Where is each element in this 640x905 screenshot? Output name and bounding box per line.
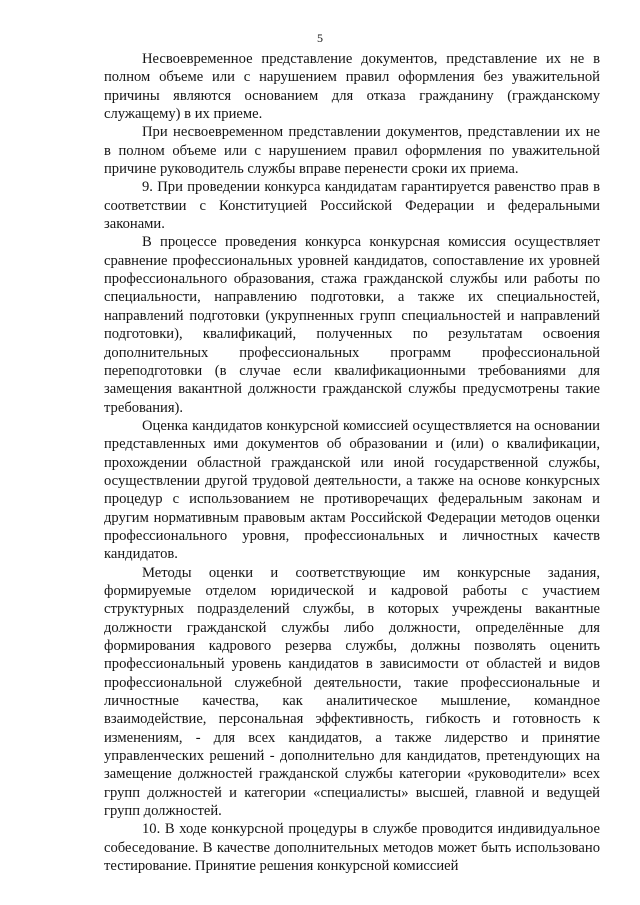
page-number: 5 — [317, 31, 323, 45]
document-body — [104, 50, 600, 875]
paragraph-item-10-interview: 10. В ходе конкурсной процедуры в службе проводится индивидуальное собеседование. В качестве дополнительных методов может быть использовано тестирование. Принятие решения конкурсной комиссией — [104, 821, 600, 875]
paragraph-documents-late-refusal: Несвоевременное представление документов, представление их не в полном объеме или с нарушением правил оформления без уважительной причины являются основанием для отказа гражданину (гражданскому служащему) в их приеме. — [104, 51, 600, 123]
paragraph-item-9-equality: 9. При проведении конкурса кандидатам гарантируется равенство прав в соответствии с Конституцией Российской Федерации и федеральными законами. — [104, 179, 600, 233]
paragraph-evaluation-of-candidates: Оценка кандидатов конкурсной комиссией осуществляется на основании представленных ими документов об образовании и (или) о квалификации, прохождении областной гражданской или иной государственной службы, осуществлении другой трудовой деятельности, а также на основе конкурсных процедур с использованием не противоречащих федеральным законам и другим нормативным правовым актам Российской Федерации методов оценки профессионального уровня, профессиональных и личностных качеств кандидатов. — [104, 417, 600, 563]
paragraph-assessment-methods: Методы оценки и соответствующие им конкурсные задания, формируемые отделом юридической и кадровой работы с участием структурных подразделений службы, в которых учреждены вакантные должности гражданской службы либо должности, определённые для формирования кадрового резерва службы, должны позволять оценить профессиональный уровень кандидатов в зависимости от областей и видов профессиональной служебной деятельности, такие профессиональные и личностные качества, как аналитическое мышление, командное взаимодействие, персональная эффективность, гибкость и готовность к изменениям, - для всех кандидатов, а также лидерство и принятие управленческих решений - дополнительно для кандидатов, претендующих на замещение должностей гражданской службы категории «руководители» всех групп должностей и категории «специалисты» высшей, главной и ведущей групп должностей. — [104, 564, 600, 820]
paragraph-comparison-of-candidates: В процессе проведения конкурса конкурсная комиссия осуществляет сравнение профессиональных уровней кандидатов, сопоставление их уровней профессионального образования, стажа гражданской службы или работы по специальности, направлению подготовки, а также их специальностей, направлений подготовки (укрупненных групп специальностей и направлений подготовки), квалификаций, полученных по результатам освоения дополнительных профессиональных программ профессиональной переподготовки (в случае если квалификационными требованиями для замещения вакантной должности гражданской службы предусмотрены такие требования). — [104, 234, 600, 416]
paragraph-documents-late-postpone: При несвоевременном представлении документов, представлении их не в полном объеме или с нарушением правил оформления по уважительной причине руководитель службы вправе перенести сроки их приема. — [104, 124, 600, 178]
